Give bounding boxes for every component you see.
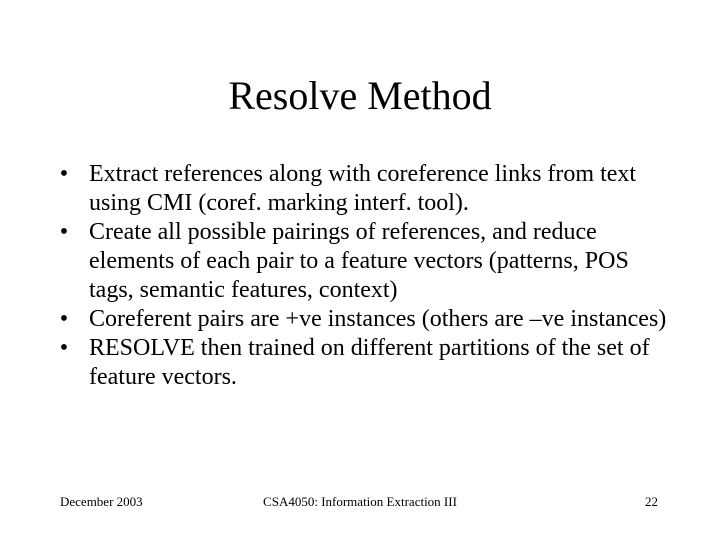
bullet-dot-icon: • [59,306,69,332]
bullet-item-coreferent-pairs [54,305,674,334]
bullet-text: Extract references along with coreference links from text using CMI (coref. marking interf. tool). [89,161,637,216]
footer-date: December 2003 [60,494,143,509]
bullet-text: Create all possible pairings of references, and reduce elements of each pair to a feature vectors (patterns, POS tags, semantic features, context) [89,219,629,303]
bullet-dot-icon: • [59,161,69,187]
bullet-list [54,160,674,392]
footer-page-number: 22 [645,494,658,509]
bullet-dot-icon: • [59,335,69,361]
bullet-text: RESOLVE then trained on different partitions of the set of feature vectors. [89,335,650,390]
footer-course-title: CSA4050: Information Extraction III [263,494,457,509]
bullet-dot-icon: • [59,219,69,245]
bullet-item-extract-references [54,160,674,218]
bullet-item-create-pairings [54,218,674,305]
bullet-item-resolve-trained [54,334,674,392]
slide-title: Resolve Method [228,73,492,118]
bullet-text: Coreferent pairs are +ve instances (others are –ve instances) [89,306,667,332]
